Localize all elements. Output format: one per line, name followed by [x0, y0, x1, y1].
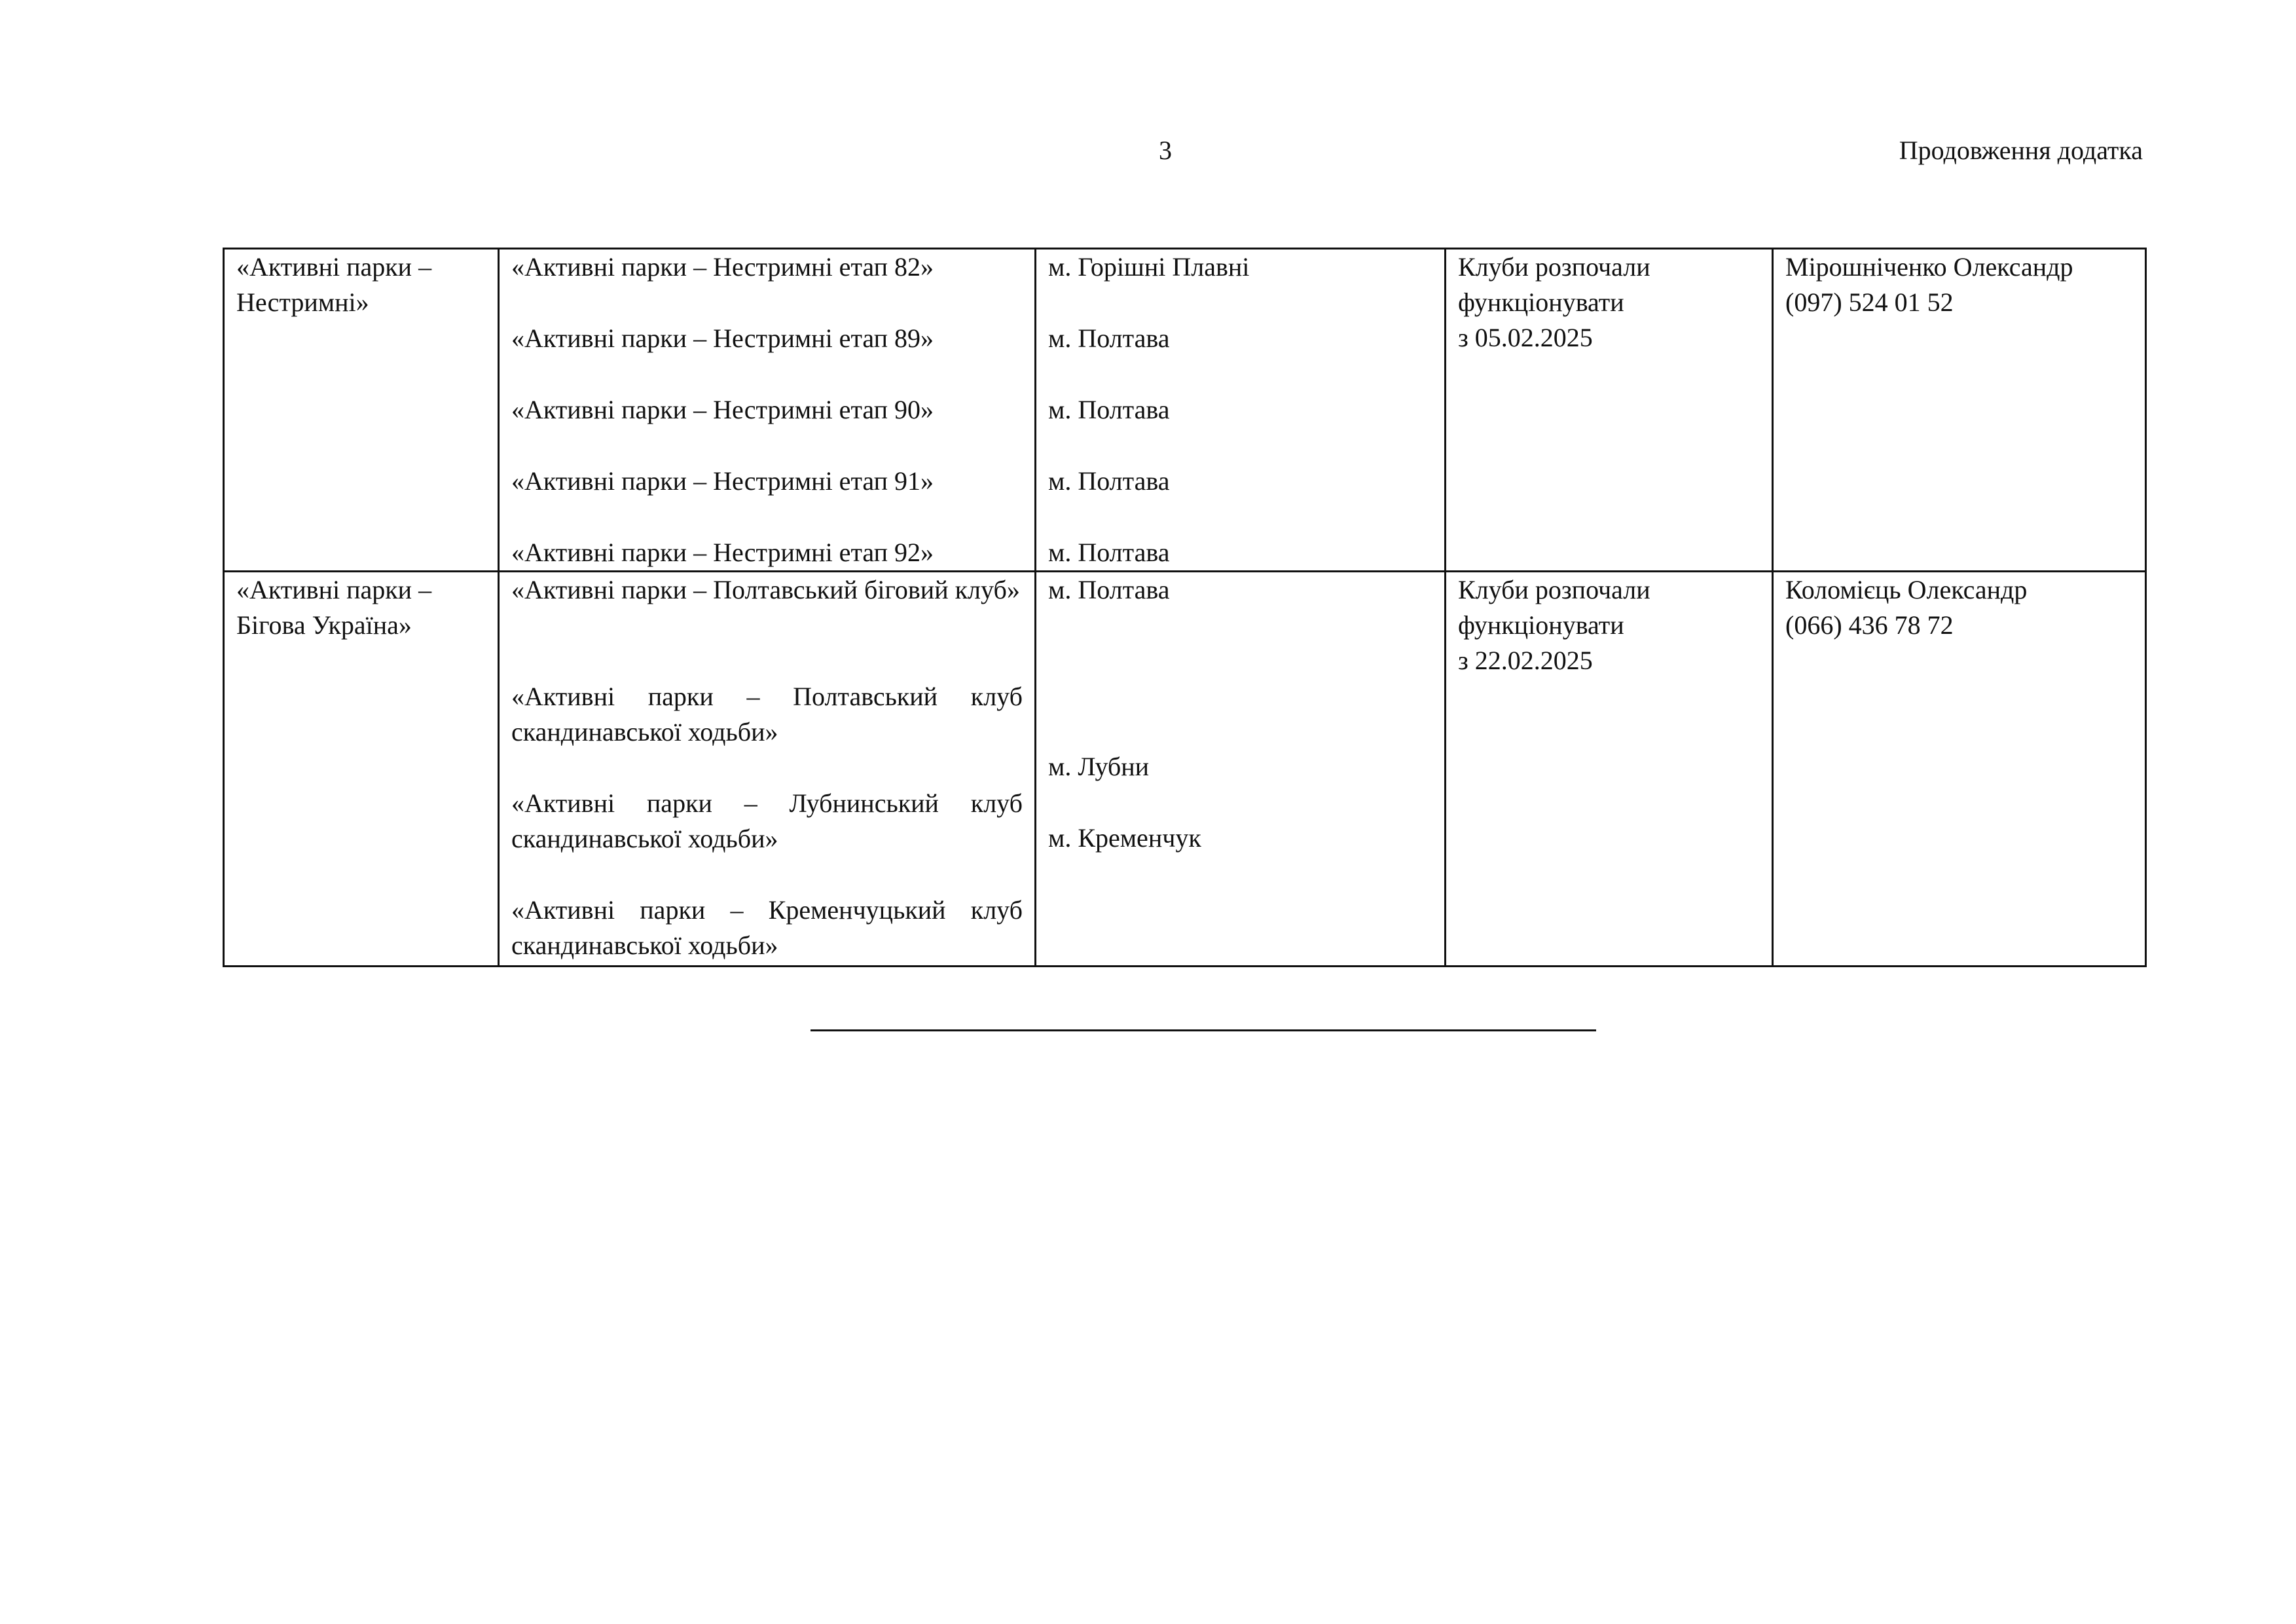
table-row [224, 572, 2146, 967]
clubs-cell [499, 249, 1036, 572]
contact-phone: (066) 436 78 72 [1785, 610, 1954, 640]
end-of-document-rule [811, 1029, 1596, 1031]
city-name: м. Полтава [1048, 323, 1170, 353]
club-name: «Активні парки – Нестримні етап 90» [511, 395, 934, 424]
table-row [224, 249, 2146, 572]
status-date: з 22.02.2025 [1458, 646, 1593, 675]
program-cell [224, 249, 499, 572]
cities-cell [1036, 249, 1446, 572]
status-date: з 05.02.2025 [1458, 323, 1593, 352]
status-line: Клуби розпочали [1458, 575, 1650, 604]
program-cell [224, 572, 499, 967]
status-cell [1446, 249, 1773, 572]
program-name: «Активні парки – Нестримні» [236, 252, 432, 317]
contact-phone: (097) 524 01 52 [1785, 287, 1954, 317]
city-name: м. Полтава [1048, 538, 1170, 567]
club-name: «Активні парки – Полтавський клуб скандинавської ходьби» [511, 682, 1023, 747]
club-name: «Активні парки – Нестримні етап 91» [511, 466, 934, 496]
program-name: «Активні парки – Бігова Україна» [236, 575, 432, 640]
contact-cell [1773, 249, 2146, 572]
clubs-table [223, 248, 2147, 967]
club-name: «Активні парки – Кременчуцький клуб скандинавської ходьби» [511, 895, 1023, 960]
club-name: «Активні парки – Нестримні етап 89» [511, 323, 934, 353]
contact-name: Мірошніченко Олександр [1785, 252, 2073, 282]
clubs-cell [499, 572, 1036, 967]
continuation-label: Продовження додатка [1899, 136, 2143, 165]
status-line: Клуби розпочали [1458, 252, 1650, 282]
page-number: 3 [1159, 136, 1172, 165]
contact-cell [1773, 572, 2146, 967]
city-name: м. Кременчук [1048, 823, 1201, 853]
club-name: «Активні парки – Лубнинський клуб скандинавської ходьби» [511, 788, 1023, 853]
club-name: «Активні парки – Полтавський біговий клуб» [511, 575, 1020, 604]
city-name: м. Полтава [1048, 466, 1170, 496]
city-name: м. Полтава [1048, 395, 1170, 424]
status-cell [1446, 572, 1773, 967]
city-name: м. Горішні Плавні [1048, 252, 1250, 282]
city-name: м. Полтава [1048, 575, 1170, 604]
contact-name: Коломієць Олександр [1785, 575, 2028, 604]
status-line: функціонувати [1458, 610, 1624, 640]
club-name: «Активні парки – Нестримні етап 92» [511, 538, 934, 567]
club-name: «Активні парки – Нестримні етап 82» [511, 252, 934, 282]
cities-cell [1036, 572, 1446, 967]
status-line: функціонувати [1458, 287, 1624, 317]
city-name: м. Лубни [1048, 752, 1150, 781]
